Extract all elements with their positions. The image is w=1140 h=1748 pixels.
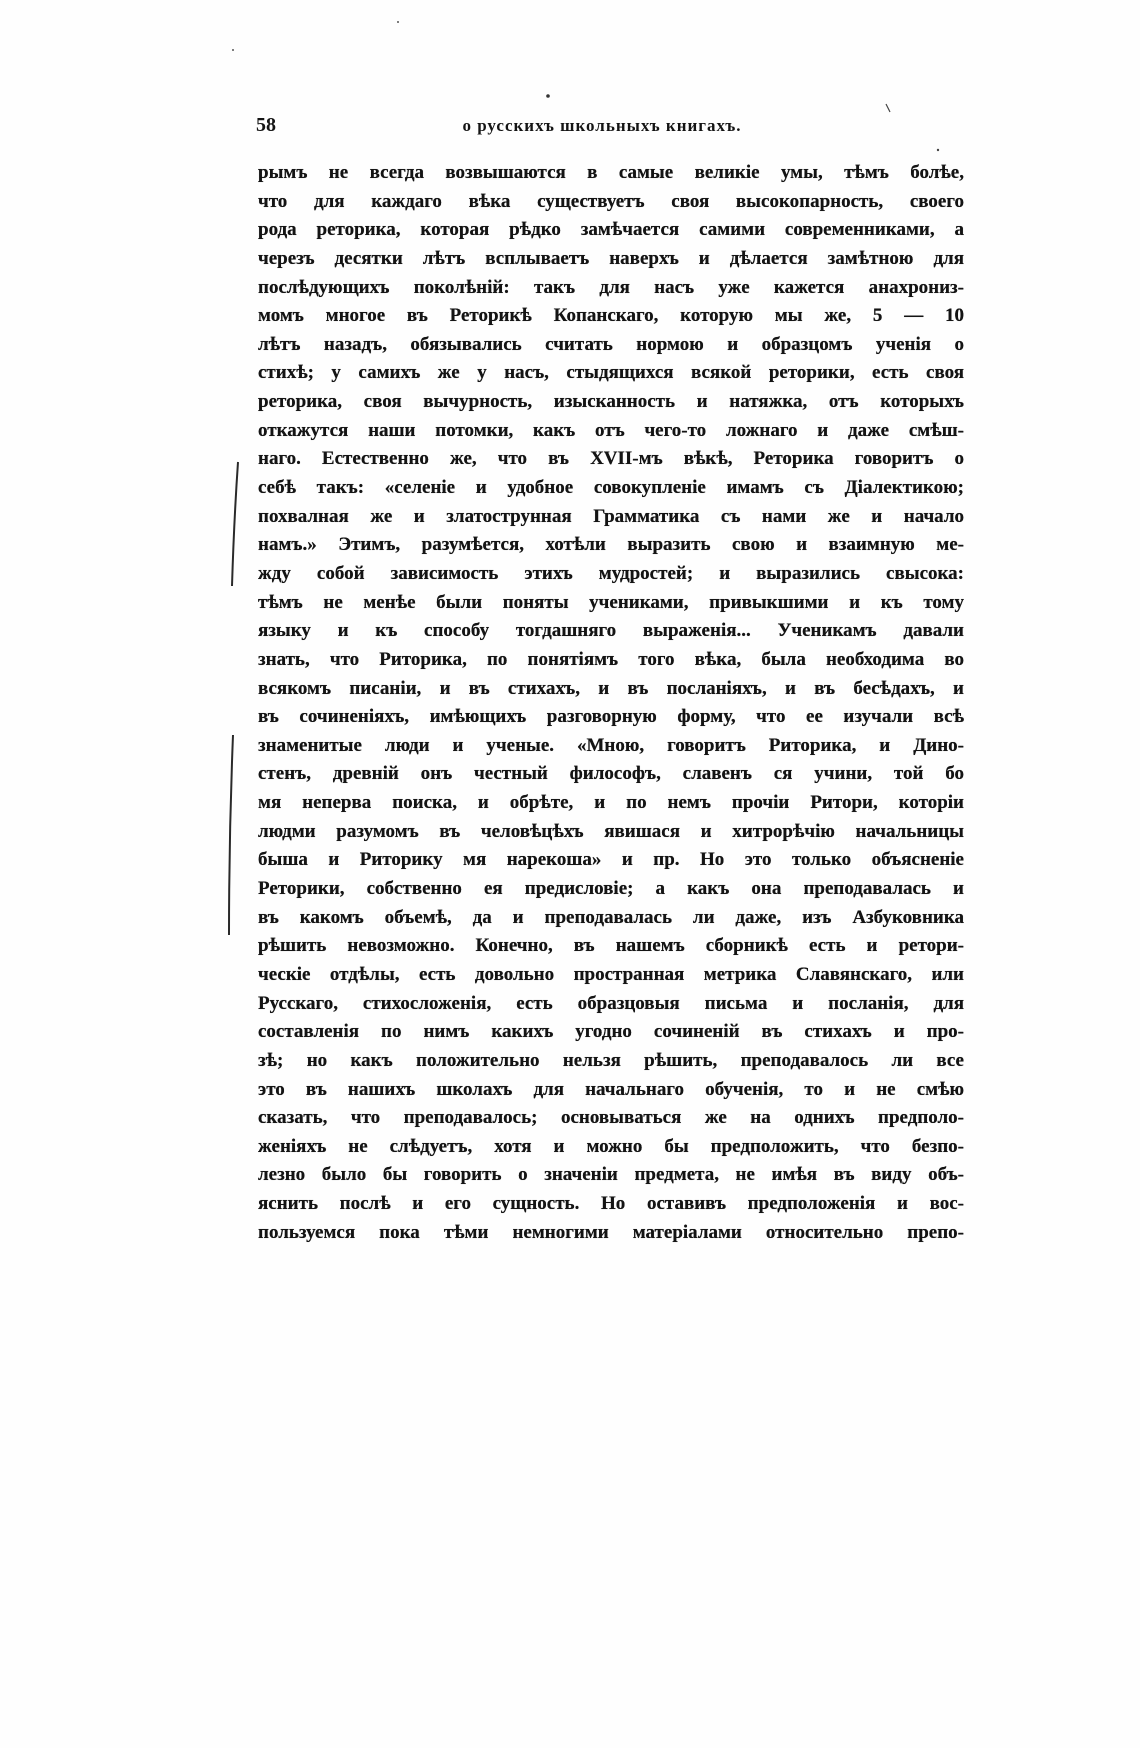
scan-speck [232,49,234,51]
text-line: черезъ десятки лѣтъ всплываетъ наверхъ и дѣлается замѣтною для [258,247,964,269]
text-line: тѣмъ не менѣе были поняты учениками, привыкшими и къ тому [258,591,964,613]
text-line: пользуемся пока тѣми немногими матеріалами относительно препо- [258,1221,964,1243]
margin-bracket-upper [232,462,238,586]
text-line: Русскаго, стихосложенія, есть образцовыя письма и посланія, для [258,992,964,1014]
running-head: о русскихъ школьныхъ книгахъ. [462,116,742,135]
text-line: женіяхъ не слѣдуетъ, хотя и можно бы предположить, что безпо- [258,1135,964,1157]
text-line: знать, что Риторика, по понятіямъ того вѣка, была необходима во [258,648,964,670]
text-line: рѣшить невозможно. Конечно, въ нашемъ сборникѣ есть и ретори- [258,935,964,957]
scan-speck [937,149,939,151]
page-number: 58 [256,114,276,136]
text-line: намъ.» Этимъ, разумѣется, хотѣли выразить свою и взаимную ме- [258,534,964,556]
text-line: въ сочиненіяхъ, имѣющихъ разговорную форму, что ее изучали всѣ [258,706,964,728]
text-line: что для каждаго вѣка существуетъ своя высокопарность, своего [258,190,964,212]
scan-speck [546,94,550,98]
text-line: знаменитые люди и ученые. «Мною, говоритъ Риторика, и Дино- [258,734,964,756]
text-line: Реторики, собственно ея предисловіе; а какъ она преподавалась и [258,878,964,900]
text-line: мя неперва поиска, и обрѣте, и по немъ прочіи Ритори, которіи [258,792,964,814]
text-line: въ какомъ объемѣ, да и преподавалась ли даже, изъ Азбуковника [258,906,964,928]
text-line: языку и къ способу тогдашняго выраженія... Ученикамъ давали [258,620,964,642]
scan-speck [397,21,399,23]
text-line: рода реторика, которая рѣдко замѣчается самими современниками, а [258,219,964,241]
text-line: рымъ не всегда возвышаются в самые великіе умы, тѣмъ болѣе, [258,162,964,183]
text-line: послѣдующихъ поколѣній: такъ для насъ уже кажется анахрониз- [258,276,964,298]
scan-speck [886,104,890,112]
text-line: похвалная же и златострунная Грамматика съ нами же и начало [258,505,964,527]
text-line: лезно было бы говорить о значеніи предмета, не имѣя въ виду объ- [258,1164,964,1186]
text-line: откажутся наши потомки, какъ отъ чего-то ложнаго и даже смѣш- [258,419,964,441]
body-text [258,159,964,1247]
text-line: реторика, своя вычурность, изысканность и натяжка, отъ которыхъ [258,391,964,413]
text-line: составленія по нимъ какихъ угодно сочиненій въ стихахъ и про- [258,1021,964,1043]
text-line: стихѣ; у самихъ же у насъ, стыдящихся всякой реторики, есть своя [258,362,964,384]
text-line: момъ многое въ Реторикѣ Копанскаго, которую мы же, 5 — 10 [258,305,964,327]
margin-bracket-lower [229,735,233,935]
text-line: жду собой зависимость этихъ мудростей; и выразились свысока: [258,562,964,584]
text-line: людми разумомъ въ человѣцѣхъ явишася и хитрорѣчію начальницы [258,820,964,842]
text-line: быша и Риторику мя нарекоша» и пр. Но это только объясненіе [258,849,964,871]
text-line: лѣтъ назадъ, обязывались считать нормою и образцомъ ученія о [258,333,964,355]
text-line: себѣ такъ: «селеніе и удобное совокупленіе имамъ съ Діалектикою; [258,477,964,499]
text-line: зѣ; но какъ положительно нельзя рѣшить, преподавалось ли все [258,1049,964,1071]
text-line: всякомъ писаніи, и въ стихахъ, и въ посланіяхъ, и въ бесѣдахъ, и [258,677,964,699]
text-line: ческіе отдѣлы, есть довольно пространная метрика Славянскаго, или [258,963,964,985]
text-line: сказать, что преподавалось; основываться же на однихъ предполо- [258,1107,964,1129]
text-line: стенъ, древній онъ честный философъ, славенъ ся учини, той бо [258,763,964,785]
text-line: наго. Естественно же, что въ XVII-мъ вѣкѣ, Реторика говоритъ о [258,448,964,470]
text-line: яснить послѣ и его сущность. Но оставивъ предположенія и вос- [258,1193,964,1215]
text-line: это въ нашихъ школахъ для начальнаго обученія, то и не смѣю [258,1078,964,1100]
